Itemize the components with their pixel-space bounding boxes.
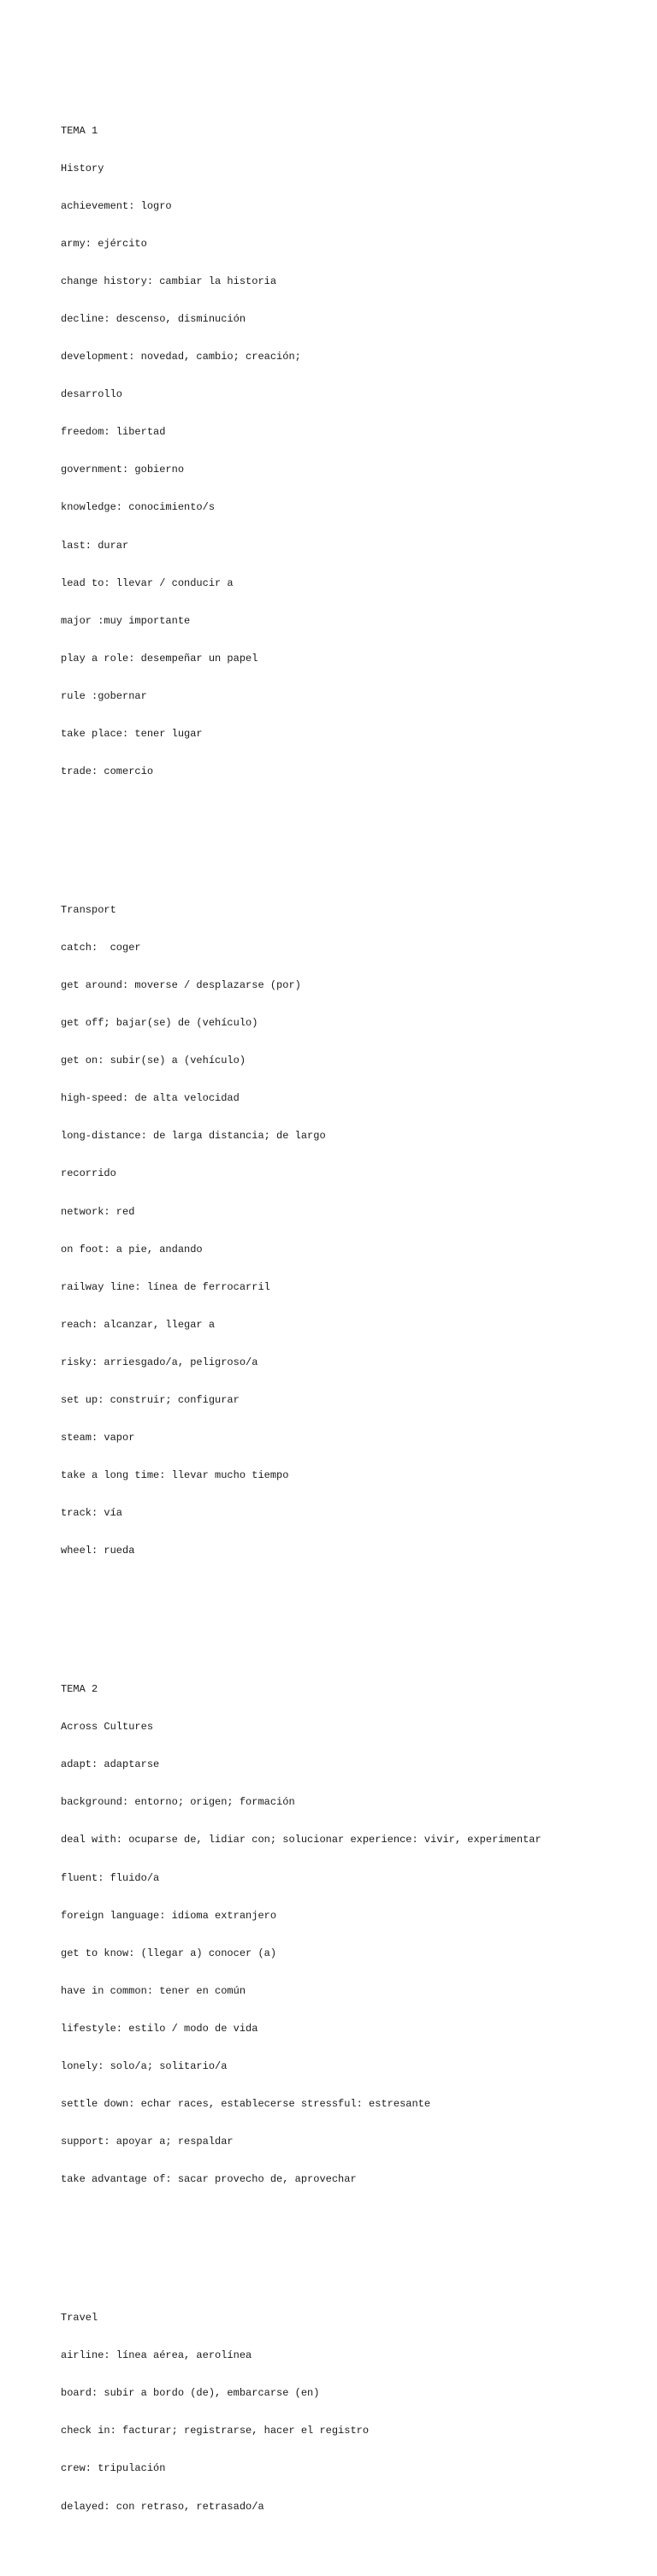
vocab-entry: rule :gobernar (61, 689, 147, 702)
vocab-entry: desarrollo (61, 388, 123, 401)
vocab-entry: get around: moverse / desplazarse (por) (61, 979, 301, 991)
vocab-entry: decline: descenso, disminución (61, 312, 246, 325)
vocab-entry: lifestyle: estilo / modo de vida (61, 2022, 258, 2035)
vocab-entry: play a role: desempeñar un papel (61, 652, 258, 665)
vocab-entry: on foot: a pie, andando (61, 1243, 203, 1256)
vocab-entry: check in: facturar; registrarse, hacer el registro (61, 2425, 370, 2437)
vocab-entry: get off; bajar(se) de (vehículo) (61, 1017, 258, 1030)
vocab-entry: take a long time: llevar mucho tiempo (61, 1469, 289, 1482)
vocab-entry: settle down: echar races, establecerse stressful: estresante (61, 2098, 431, 2111)
vocab-entry: lonely: solo/a; solitario/a (61, 2060, 228, 2073)
vocab-entry: take place: tener lugar (61, 728, 203, 741)
vocab-entry: foreign language: idioma extranjero (61, 1909, 277, 1922)
vocab-entry: crew: tripulación (61, 2462, 166, 2475)
vocab-entry: major :muy importante (61, 614, 191, 627)
vocab-entry: delayed: con retraso, retrasado/a (61, 2500, 264, 2513)
heading-topic: Travel (61, 2312, 98, 2325)
vocab-entry: trade: comercio (61, 765, 154, 778)
vocab-entry: development: novedad, cambio; creación; (61, 351, 301, 363)
vocab-entry: fluent: fluido/a (61, 1871, 160, 1884)
vocab-entry: railway line: línea de ferrocarril (61, 1280, 270, 1293)
vocab-entry: deal with: ocuparse de, lidiar con; solucionar experience: vivir, experimentar (61, 1834, 542, 1846)
vocab-entry: airline: línea aérea, aerolínea (61, 2349, 252, 2362)
vocab-entry: recorrido (61, 1167, 116, 1180)
vocab-entry: reach: alcanzar, llegar a (61, 1318, 216, 1331)
vocab-entry: army: ejército (61, 237, 147, 250)
heading-topic: Across Cultures (61, 1721, 154, 1734)
vocab-entry: lead to: llevar / conducir a (61, 576, 234, 589)
vocab-entry: track: vía (61, 1507, 123, 1520)
vocab-entry: risky: arriesgado/a, peligroso/a (61, 1356, 258, 1368)
vocab-entry: get to know: (llegar a) conocer (a) (61, 1947, 277, 1959)
vocab-entry: wheel: rueda (61, 1545, 135, 1557)
section-travel (61, 2287, 651, 2538)
section-gap (61, 2236, 651, 2249)
vocab-entry: steam: vapor (61, 1432, 135, 1445)
vocab-entry: change history: cambiar la historia (61, 275, 277, 287)
section-gap (61, 829, 651, 842)
vocab-entry: set up: construir; configurar (61, 1394, 240, 1407)
vocab-entry: background: entorno; origen; formación (61, 1796, 295, 1809)
section-gap (61, 1608, 651, 1621)
vocab-entry: knowledge: conocimiento/s (61, 501, 216, 514)
vocab-entry: high-speed: de alta velocidad (61, 1092, 240, 1105)
vocab-entry: catch: coger (61, 941, 141, 954)
heading-topic: Transport (61, 903, 116, 916)
vocab-entry: get on: subir(se) a (vehículo) (61, 1055, 246, 1067)
vocab-entry: government: gobierno (61, 464, 185, 476)
section-transport (61, 878, 651, 1582)
vocab-entry: freedom: libertad (61, 426, 166, 439)
vocab-entry: have in common: tener en común (61, 1984, 246, 1997)
vocab-entry: take advantage of: sacar provecho de, aprovechar (61, 2173, 357, 2186)
section-tema1-history (61, 99, 651, 803)
vocab-entry: network: red (61, 1205, 135, 1218)
vocab-entry: board: subir a bordo (de), embarcarse (en) (61, 2387, 320, 2400)
heading-tema: TEMA 2 (61, 1683, 98, 1696)
heading-tema: TEMA 1 (61, 124, 98, 137)
vocab-entry: achievement: logro (61, 199, 172, 212)
vocab-entry: last: durar (61, 539, 129, 552)
vocab-entry: support: apoyar a; respaldar (61, 2136, 234, 2148)
vocabulary-text (61, 62, 651, 2576)
vocab-entry: adapt: adaptarse (61, 1758, 160, 1771)
vocab-entry: long-distance: de larga distancia; de largo (61, 1130, 326, 1143)
section-tema2-across-cultures (61, 1658, 651, 2212)
heading-topic: History (61, 162, 104, 174)
